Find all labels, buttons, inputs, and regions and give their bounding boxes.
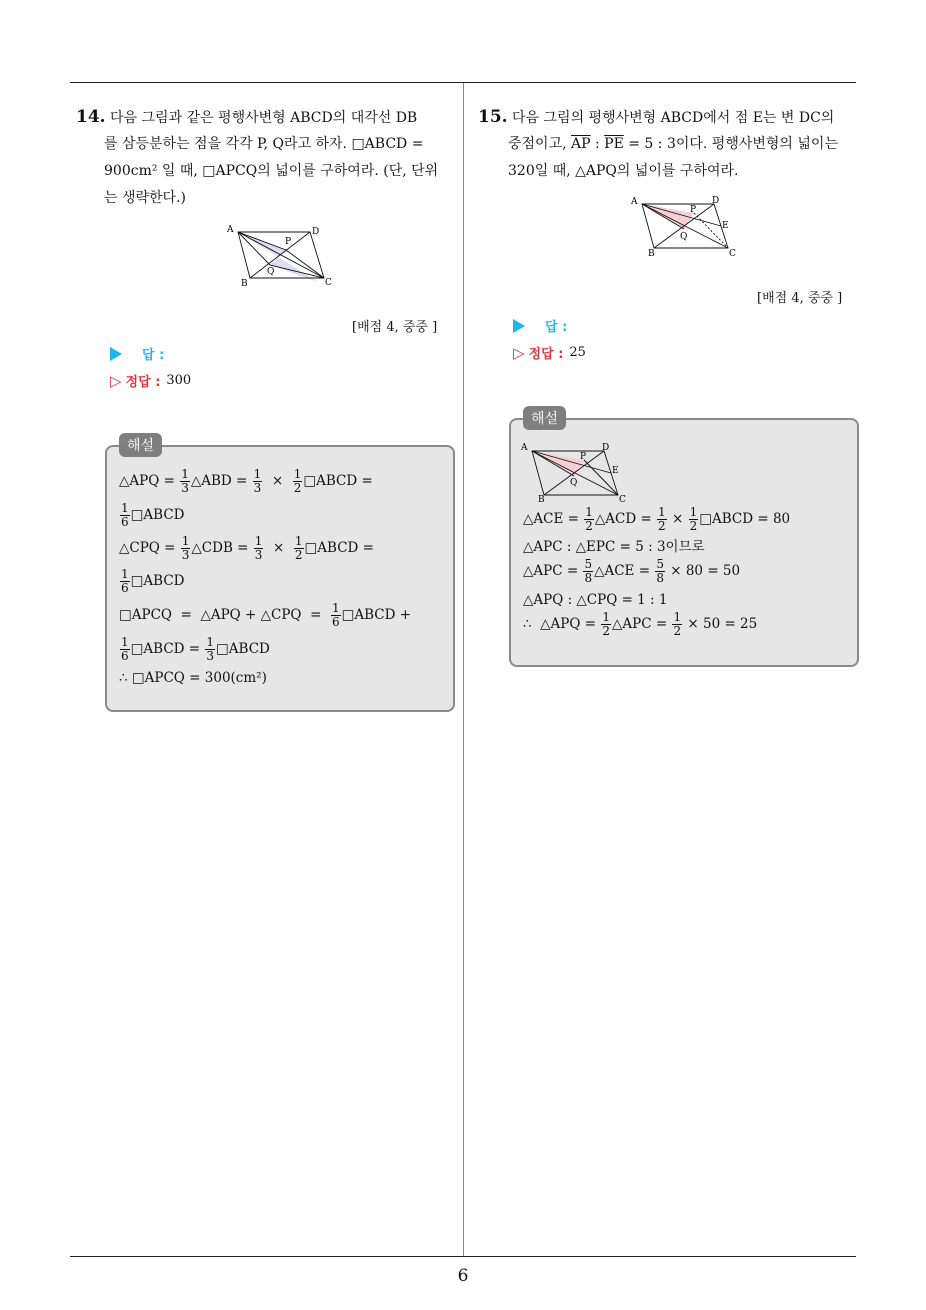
- vertex-label-a: A: [631, 197, 638, 207]
- vertex-label-a: A: [227, 225, 234, 235]
- point-label-e: E: [722, 221, 729, 231]
- solution-line: $\frac{1}{6}$ □ABCD = $\frac{1}{3}$ □ABCD: [121, 635, 270, 663]
- answer-label: 답 :: [142, 348, 165, 363]
- vertex-label-c: C: [619, 495, 626, 504]
- question-number: 14.: [76, 107, 106, 127]
- point-label-e: E: [612, 466, 619, 476]
- point-label-p: P: [580, 452, 587, 462]
- correct-answer-row: [513, 343, 586, 362]
- correct-answer-label: 정답 :: [125, 375, 161, 390]
- question-number: 15.: [478, 107, 508, 127]
- point-label-q: Q: [267, 267, 275, 277]
- parallelogram-figure: [518, 440, 630, 504]
- question-text-line: 를 삼등분하는 점을 각각 P, Q라고 하자. □ABCD =: [104, 136, 424, 152]
- outline-triangle-icon: ▷: [513, 343, 525, 362]
- question-text-line: 320일 때, △APQ의 넓이를 구하여라.: [508, 163, 739, 179]
- solution-line: □APCQ = △APQ + △CPQ = $\frac{1}{6}$ □ABCD +: [119, 601, 412, 629]
- play-arrow-icon: [513, 319, 525, 333]
- solution-line: △CPQ = $\frac{1}{3}$ △CDB = $\frac{1}{3}$ × $\frac{1}{2}$ □ABCD =: [119, 534, 374, 562]
- solution-line: △APQ : △CPQ = 1 : 1: [523, 592, 668, 608]
- question-text-line: 중점이고, $\overline{AP}$ : $\overline{PE} = 5$ : 3이다. 평행사변형의 넓이는: [508, 136, 838, 152]
- page-number: 6: [457, 1266, 469, 1286]
- question-text-line: 다음 그림과 같은 평행사변형 ABCD의 대각선 DB: [110, 110, 418, 126]
- vertex-label-c: C: [325, 278, 332, 288]
- parallelogram-figure: [224, 220, 336, 290]
- solution-line: ∴ △APQ = $\frac{1}{2}$ △APC = $\frac{1}{2}$ × 50 = 25: [523, 610, 758, 638]
- question-text-line: 다음 그림의 평행사변형 ABCD에서 점 E는 변 DC의: [512, 110, 835, 126]
- point-label-q: Q: [680, 232, 688, 242]
- solution-line: △APC : △EPC = 5 : 3이므로: [523, 539, 705, 555]
- solution-tag: 해설: [523, 406, 566, 430]
- answer-row: [513, 316, 567, 335]
- vertex-label-d: D: [312, 227, 320, 237]
- solution-tag: 해설: [119, 433, 162, 457]
- question-text-line: 900cm² 일 때, □APCQ의 넓이를 구하여라. (단, 단위: [104, 163, 439, 179]
- point-label-p: P: [285, 237, 292, 247]
- points-label: [배점 4, 중중 ]: [352, 320, 438, 335]
- correct-answer-value: 300: [166, 373, 192, 388]
- play-arrow-icon: [110, 347, 122, 361]
- column-divider: [463, 83, 464, 1256]
- vertex-label-b: B: [241, 279, 248, 289]
- answer-label: 답 :: [545, 320, 568, 335]
- vertex-label-d: D: [602, 443, 610, 453]
- correct-answer-value: 25: [569, 345, 586, 360]
- solution-line: $\frac{1}{6}$ □ABCD: [121, 567, 185, 595]
- point-label-p: P: [690, 205, 697, 215]
- vertex-label-c: C: [729, 249, 736, 259]
- correct-answer-row: [110, 371, 191, 390]
- vertex-label-b: B: [648, 249, 655, 259]
- parallelogram-figure: [628, 193, 740, 259]
- outline-triangle-icon: ▷: [110, 371, 122, 390]
- vertex-label-a: A: [521, 443, 528, 453]
- points-label: [배점 4, 중중 ]: [757, 291, 843, 306]
- solution-line: $\frac{1}{6}$ □ABCD: [121, 501, 185, 529]
- correct-answer-label: 정답 :: [528, 347, 564, 362]
- solution-line: △APQ = $\frac{1}{3}$ △ABD = $\frac{1}{3}$ × $\frac{1}{2}$ □ABCD =: [119, 467, 373, 495]
- question-text-line: 는 생략한다.): [104, 190, 186, 206]
- bottom-rule: [70, 1256, 856, 1257]
- solution-line: △APC = $\frac{5}{8}$ △ACE = $\frac{5}{8}$ × 80 = 50: [523, 557, 741, 585]
- vertex-label-b: B: [538, 495, 545, 504]
- solution-line: ∴ □APCQ = 300(cm²): [119, 670, 267, 686]
- solution-line: △ACE = $\frac{1}{2}$ △ACD = $\frac{1}{2}$ × $\frac{1}{2}$ □ABCD = 80: [523, 505, 791, 533]
- answer-row: [110, 344, 164, 363]
- point-label-q: Q: [570, 478, 578, 488]
- vertex-label-d: D: [712, 196, 720, 206]
